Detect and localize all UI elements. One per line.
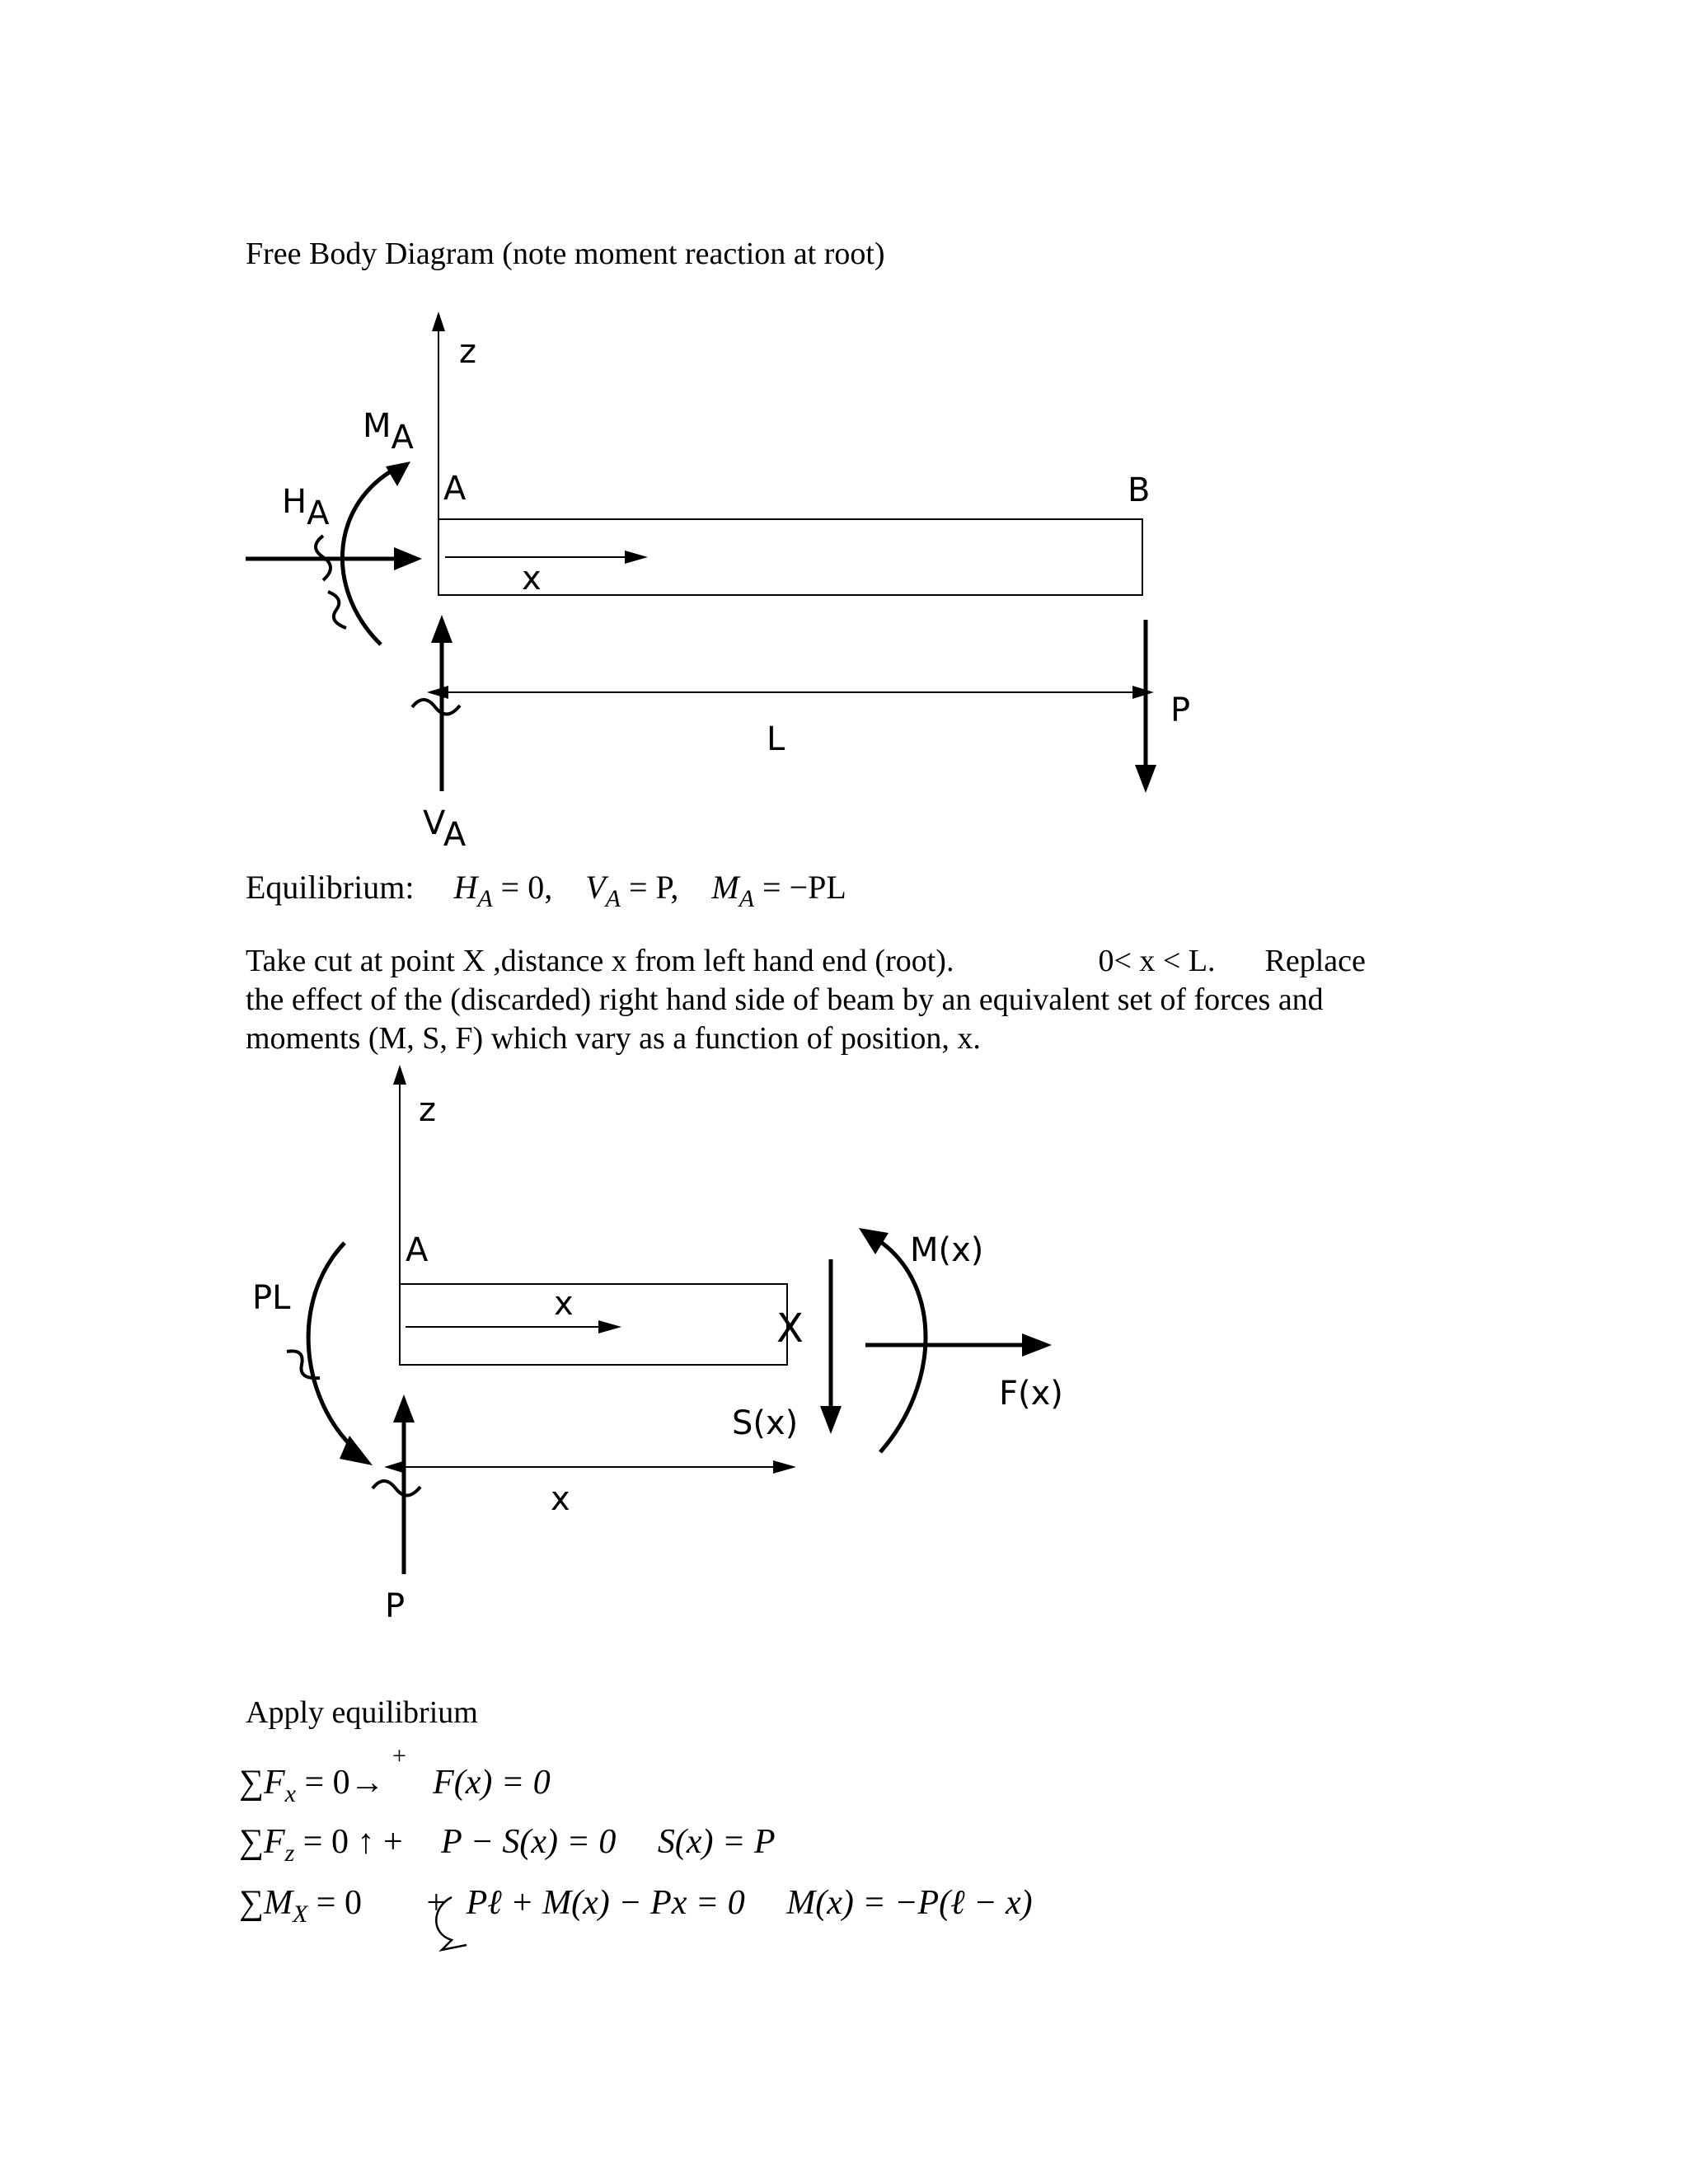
plus-sign-mark: + bbox=[392, 1742, 406, 1769]
beam-segment bbox=[400, 1284, 787, 1365]
cut-description bbox=[246, 942, 1416, 1058]
vertical-reaction-arrow-2 bbox=[373, 1394, 420, 1574]
horizontal-reaction-arrow bbox=[246, 536, 422, 580]
length-dimension bbox=[427, 686, 1154, 699]
equilibrium-label: Equilibrium: bbox=[246, 869, 415, 906]
load-label: P bbox=[1170, 691, 1191, 729]
shear-label: S(x) bbox=[732, 1404, 799, 1442]
x-label-2: x bbox=[554, 1285, 574, 1323]
cut-text-line-2: the effect of the (discarded) right hand side of beam by an equivalent set of forces and bbox=[246, 982, 1324, 1017]
cut-point-label: X bbox=[776, 1305, 804, 1352]
x-dimension bbox=[384, 1460, 796, 1474]
va-equation: $V_A = P$, bbox=[585, 869, 679, 912]
p-label-2: P bbox=[385, 1587, 406, 1625]
axial-force-label: F(x) bbox=[999, 1375, 1063, 1413]
equation-mx: $\sum M_X = 0$ + Pℓ + M(x) − Px = 0 M(x) = −P(ℓ − x) bbox=[239, 1884, 1033, 1928]
point-b-label: B bbox=[1128, 471, 1151, 509]
shear-force-arrow bbox=[820, 1259, 842, 1434]
vertical-reaction-arrow bbox=[412, 615, 460, 791]
equation-fx: $\sum F_x = 0\to F(x) = 0$ bbox=[239, 1764, 551, 1807]
ha-equation: $H_A = 0$, bbox=[453, 869, 553, 912]
axial-force-arrow bbox=[865, 1333, 1052, 1357]
load-arrow bbox=[1135, 620, 1156, 793]
length-label: L bbox=[767, 720, 785, 758]
x-coordinate-arrow bbox=[445, 551, 648, 564]
x-label: x bbox=[522, 560, 542, 598]
x-coordinate-arrow-2 bbox=[406, 1320, 621, 1333]
ma-equation: $M_A = -PL$ bbox=[711, 869, 846, 912]
equilibrium-line bbox=[246, 869, 846, 918]
ha-label: HA bbox=[282, 483, 330, 532]
cut-text-line-3: moments (M, S, F) which vary as a function of position, x. bbox=[246, 1021, 981, 1056]
z-axis-label-2: z bbox=[419, 1091, 436, 1129]
x-dimension-label: x bbox=[551, 1480, 570, 1518]
equation-fz: $\sum F_z = 0$ ↑ + P − S(x) = 0 S(x) = P bbox=[239, 1823, 776, 1867]
va-label: VA bbox=[423, 804, 467, 854]
point-a-label: A bbox=[443, 470, 467, 508]
z-axis-label: z bbox=[459, 333, 476, 371]
pl-moment-arrow bbox=[287, 1243, 373, 1465]
apply-heading: Apply equilibrium bbox=[246, 1695, 478, 1730]
section-heading: Free Body Diagram (note moment reaction at root) bbox=[246, 237, 885, 271]
point-a-label-2: A bbox=[406, 1231, 429, 1269]
z-axis-2 bbox=[393, 1065, 406, 1286]
cut-text-line-1: Take cut at point X ,distance x from left hand end (root). 0< x < L. Replace bbox=[246, 944, 1366, 978]
pl-label: PL bbox=[252, 1279, 291, 1317]
internal-moment-label: M(x) bbox=[910, 1231, 984, 1269]
ma-label: MA bbox=[363, 407, 414, 457]
